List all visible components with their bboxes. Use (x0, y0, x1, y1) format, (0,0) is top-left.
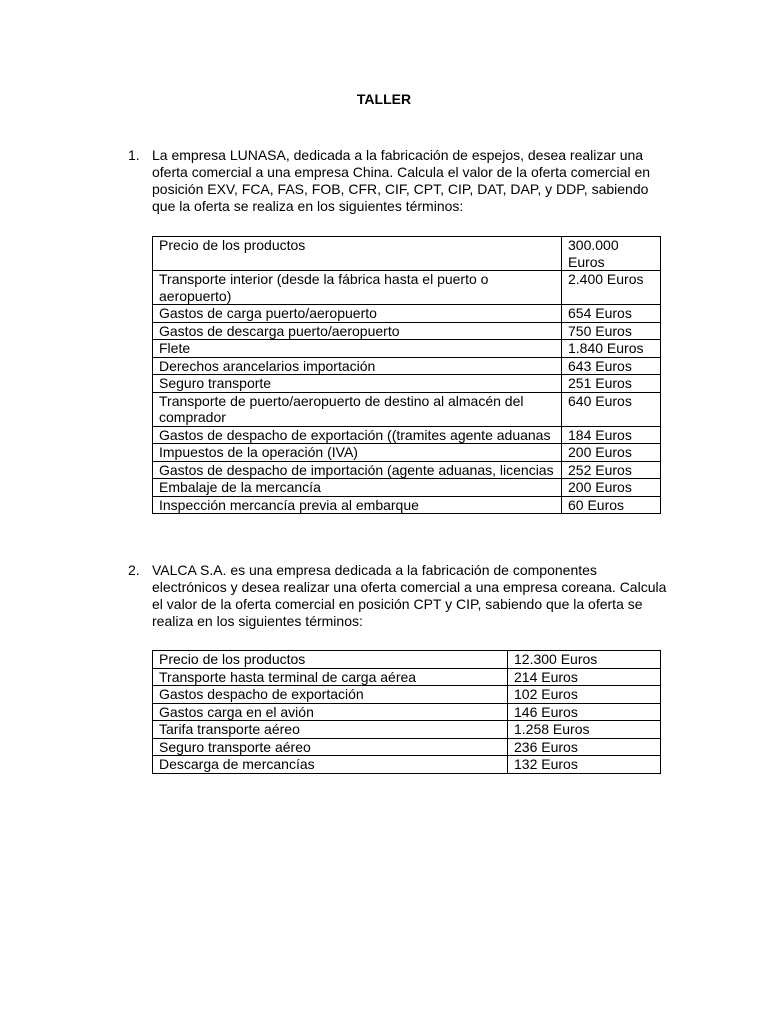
cost-concept: Transporte interior (desde la fábrica hasta el puerto o aeropuerto) (153, 271, 562, 305)
cost-concept: Gastos de despacho de importación (agente aduanas, licencias (153, 461, 562, 479)
table-row (153, 357, 661, 375)
table-row (153, 668, 661, 686)
cost-concept: Transporte hasta terminal de carga aérea (153, 668, 508, 686)
cost-table-1 (152, 236, 661, 514)
table-row (153, 686, 661, 704)
table-row (153, 461, 661, 479)
cost-value: 146 Euros (508, 703, 661, 721)
cost-concept: Seguro transporte aéreo (153, 738, 508, 756)
exercise-statement: La empresa LUNASA, dedicada a la fabricación de espejos, desea realizar una oferta comercial a una empresa China. Calcula el valor de la oferta comercial en posición EXV, FCA, FAS, FOB, CFR, CIF, CPT, CIP, DAT, DAP, y DDP, sabiendo que la oferta se realiza en los siguientes términos: (152, 147, 651, 214)
cost-concept: Precio de los productos (153, 651, 508, 669)
table-row (153, 496, 661, 514)
cost-value: 750 Euros (562, 322, 661, 340)
table-row (153, 392, 661, 426)
cost-concept: Gastos de carga puerto/aeropuerto (153, 305, 562, 323)
cost-value: 1.840 Euros (562, 340, 661, 358)
cost-value: 184 Euros (562, 426, 661, 444)
table-row (153, 703, 661, 721)
exercise-statement: VALCA S.A. es una empresa dedicada a la fabricación de componentes electrónicos y desea realizar una oferta comercial a una empresa coreana. Calcula el valor de la oferta comercial en posición CPT y CIP, sabiendo que la oferta se realiza en los siguientes términos: (152, 562, 667, 629)
table-row (153, 721, 661, 739)
cost-concept: Gastos despacho de exportación (153, 686, 508, 704)
cost-value: 200 Euros (562, 444, 661, 462)
table-row (153, 322, 661, 340)
table-row (153, 271, 661, 305)
cost-concept: Precio de los productos (153, 237, 562, 271)
cost-value: 300.000 Euros (562, 237, 661, 271)
cost-concept: Gastos carga en el avión (153, 703, 508, 721)
cost-concept: Embalaje de la mercancía (153, 479, 562, 497)
cost-value: 214 Euros (508, 668, 661, 686)
exercise-number: 2. (128, 562, 140, 578)
exercise-number: 1. (128, 147, 140, 163)
cost-concept: Descarga de mercancías (153, 756, 508, 774)
cost-concept: Derechos arancelarios importación (153, 357, 562, 375)
cost-value: 2.400 Euros (562, 271, 661, 305)
table-row (153, 237, 661, 271)
cost-value: 1.258 Euros (508, 721, 661, 739)
table-row (153, 479, 661, 497)
table-row (153, 375, 661, 393)
cost-concept: Flete (153, 340, 562, 358)
cost-concept: Gastos de descarga puerto/aeropuerto (153, 322, 562, 340)
cost-concept: Gastos de despacho de exportación ((tramites agente aduanas (153, 426, 562, 444)
table-row (153, 756, 661, 774)
page-title: TALLER (356, 91, 412, 107)
cost-concept: Transporte de puerto/aeropuerto de destino al almacén del comprador (153, 392, 562, 426)
cost-value: 132 Euros (508, 756, 661, 774)
table-row (153, 651, 661, 669)
cost-value: 640 Euros (562, 392, 661, 426)
cost-value: 643 Euros (562, 357, 661, 375)
table-row (153, 305, 661, 323)
cost-concept: Inspección mercancía previa al embarque (153, 496, 562, 514)
table-row (153, 444, 661, 462)
cost-value: 252 Euros (562, 461, 661, 479)
cost-value: 200 Euros (562, 479, 661, 497)
cost-table-2 (152, 650, 661, 774)
cost-concept: Impuestos de la operación (IVA) (153, 444, 562, 462)
cost-value: 236 Euros (508, 738, 661, 756)
cost-value: 12.300 Euros (508, 651, 661, 669)
cost-concept: Seguro transporte (153, 375, 562, 393)
cost-value: 251 Euros (562, 375, 661, 393)
exercise-1 (128, 147, 668, 215)
cost-value: 654 Euros (562, 305, 661, 323)
exercise-2 (128, 562, 668, 630)
table-row (153, 426, 661, 444)
table-row (153, 738, 661, 756)
cost-value: 60 Euros (562, 496, 661, 514)
table-row (153, 340, 661, 358)
cost-value: 102 Euros (508, 686, 661, 704)
cost-concept: Tarifa transporte aéreo (153, 721, 508, 739)
